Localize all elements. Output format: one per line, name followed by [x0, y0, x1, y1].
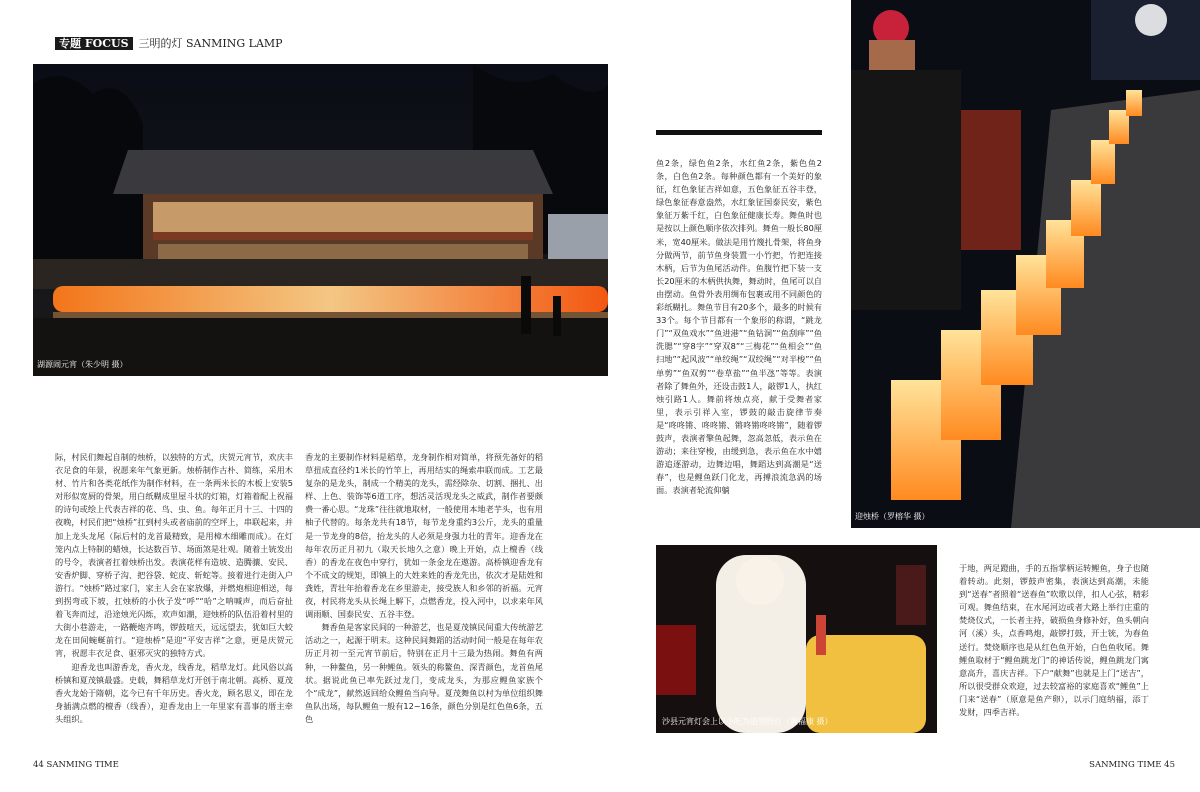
snack-lantern-illustration: [656, 545, 937, 733]
paragraph: 舞香鱼是客家民间的一种游艺，也是夏茂镇民间重大传统游艺活动之一，起源于明末。这种民间舞蹈的活动时间一般是在每年农历正月初一至元宵节前后，特别在正月十三最为热闹。舞鱼有两种，一种鳌鱼，另一种鲤鱼。领头的称鳌鱼、深青颜色，龙首鱼尾状。据说此鱼已率先跃过龙门，变成龙头，为那应鲤鱼家族个个“成龙”，献然返回给众鲤鱼当向导。夏茂舞鱼以村为单位组织舞鱼队出场，每队鲤鱼一般有12~16条，颜色分别是红色鱼6条，五色: [305, 622, 543, 724]
lantern-procession-illustration: [33, 64, 608, 376]
section-tag: 专题 FOCUS: [55, 37, 133, 50]
paragraph: 迎香龙也叫游香龙，香火龙，线香龙，稻草龙灯。此风俗以高桥镇和夏茂镇最盛。史载，舞稻草龙灯开创于南北朝。高桥、夏茂香火龙始于隋朝，迄今已有千年历史。香火龙，顾名思义，即在龙身插满点燃的檀香（线香），迎香龙由上一年里家有喜事的厝主牵头组织。: [55, 661, 293, 724]
column-rule: [656, 130, 822, 135]
section-title: 三明的灯 SANMING LAMP: [138, 37, 283, 50]
footer-right: SANMING TIME 45: [1089, 760, 1175, 770]
paragraph: 鱼2条，绿色鱼2条，水红鱼2条，紫色鱼2条，白色鱼2条。每种颜色都有一个美好的象征，红色象征吉祥如意，五色象征五谷丰登，绿色象征春意盎然，水红象征国泰民安，紫色象征万紫千红，白色象征健康长寿。舞鱼时也是按以上颜色顺序依次排列。舞鱼一般长80厘米，宽40厘米。做法是用竹篾扎骨架，将鱼身分做两节，前节鱼身装置一小竹把，竹把连接木柄，后节为鱼尾活动件。鱼腹竹把下装一支长20厘米的木柄供执舞，舞动时，鱼尾可以自由摆动。鱼骨外表用绸布包裹或用不同颜色的彩纸糊扎。舞鱼节目有20多个，最多的时候有33个。每个节目都有一个象形的称谓，“跳龙门”“双鱼戏水”“鱼进港”“鱼钻洞”“鱼刮痒”“鱼洗腮”“穿8字”“穿双8”“三梅花”“鱼相会”“鱼扫地”“起风波”“单绞绳”“双绞绳”“对半梭”“鱼单剪”“鱼双剪”“卷草盐”“鱼半氹”等等。表演者除了舞鱼外，还设击鼓1人，敲锣1人，执红烛引路1人。舞前将烛点亮，献于受舞者家里，表示引祥入室，锣鼓的敲击旋律节奏是“咚咚锵、咚咚锵、锵咚锵咚咚锵”，随着锣鼓声，表演者擎鱼起舞，忽高忽低，表示鱼在游动；来往穿梭，由缓到急，表示鱼在水中嬉游追逐游动，边舞边唱，舞蹈达到高潮是“送春”，也是鲤鱼跃门化龙，再搏浪流急涡的场面。表演者轮流仰躺: [656, 158, 822, 496]
article-column-3: [656, 157, 822, 529]
footer-left: 44 SANMING TIME: [33, 760, 119, 770]
photo-caption: 迎烛桥（罗榕华 摄）: [855, 512, 930, 521]
section-header: [55, 36, 283, 52]
article-column-2: [305, 451, 543, 747]
article-column-4: [959, 562, 1149, 748]
paragraph: 际，村民们舞起自制的烛桥，以独特的方式，庆贺元宵节，欢庆丰衣足食的年景，祝愿来年气象更新。烛桥制作古朴、简练，采用木材、竹片和各类花纸作为制作材料，在一条两米长的木板上安装5对形似宽厨的骨架，用白纸糊成里屋斗状的灯箱，灯箱着配上祝福的诗句或绘上代表吉祥的花、鸟、虫、鱼。每年正月十三、十四的夜晚，村民们把“烛桥”扛到村头或者庙前的空坪上，串联起来，并加上龙头龙尾（际后村的龙首最精致，是用樟木细雕而成）。在灯笼内点上特制的蜡烛，长达数百节、场面煞是壮观。随着土铳发出的号令，表演者扛着烛桥出发。表演花样有造坡、造腾骧、安民、安香炉脚、穿桥子沟、把谷袋、蛇皮、斩蛇等。接着进行走街入户游行。“烛桥”路过家门，家主人会在家放爆，并燃炮相迎相送，每到拐弯或下坡，扛烛桥的小伙子发“呼”“哈”之呐喊声，而后奋扯着飞奔而过，沿途烛光闪烁，欢声如潮，迎烛桥的队伍沿着村里的大街小巷游走，一路鞭炮齐鸣，锣鼓喧天，远远望去，犹如巨大蛟龙在田间蜿蜒前行。“迎烛桥”是迎“平安吉祥”之意，更是庆贺元宵，祝愿丰衣足食、驱邪灭灾的独特方式。: [55, 452, 293, 659]
photo-lantern-bridge: [851, 0, 1200, 528]
article-column-1: [55, 451, 293, 747]
paragraph: 香龙的主要制作材料是稻草，龙身制作相对简单，将预先备好的稻草扭成直径约1米长的竹竿上，再用结实的绳索串联而成。工艺最复杂的是龙头，制成一个精美的龙头，需经除杂、切割、捆扎、出样、上色、装饰等6道工序，想活灵活现龙头之威武，制作者要颇费一番心思。“龙珠”往往就地取材，一般使用本地老芋头，也有用柚子代替的。每条龙共有18节，每节龙身重约3公斤，龙头的重量是一节龙身的8倍，抬龙头的人必须是身强力壮的青年。迎香龙在每年农历正月初九（取天长地久之意）晚上开始，点上檀香（线香）的香龙在夜色中穿行，犹如一条金龙在遨游。高桥镇迎香龙有个不成文的规矩，即镇上的大姓来姓的香龙先出，依次才是陆姓和龚姓，青壮年抬着香龙在乡里游走，接受族人和乡邻的祈福。元宵夜，村民将龙头从长绳上解下，点燃香龙，投入河中，以求来年风调雨顺、国泰民安、五谷丰登。: [305, 452, 543, 620]
photo-lantern-procession: [33, 64, 608, 376]
photo-caption: 沙县元宵灯会上以小吃为造型的灯（黄福康 摄）: [662, 717, 833, 726]
lantern-bridge-illustration: [851, 0, 1200, 528]
paragraph: 于地，两足蹬曲，手的五指掌柄运转鲤鱼，身子也随着转动。此刻，锣鼓声密集，表演达到高潮，未能到“送春”者照着“送春鱼”吹歌以伴，扣人心弦，精彩可观。舞鱼结束，在水尾河边或者大路上举行庄重的焚烧仪式，一长者主持，破损鱼身修补好，鱼头朝向河（溪）头，点香鸣炮，敲锣打鼓，开土铳，为春鱼送行。焚烧顺序也是从红色鱼开始，白色鱼收尾。舞鲤鱼取材于“鲤鱼跳龙门”的神话传说，鲤鱼跳龙门寓意高升，喜庆吉祥。下户“献舞”也就是上门“送吉”，所以很受群众欢迎，过去较富裕的家庭喜欢“鲤鱼”上门来“送春”（原意是鱼产卵），以示门庭纳福，添丁发财，四季吉祥。: [959, 563, 1149, 718]
photo-snack-lantern: [656, 545, 937, 733]
photo-caption: 湖源闹元宵（朱少明 摄）: [37, 360, 128, 369]
